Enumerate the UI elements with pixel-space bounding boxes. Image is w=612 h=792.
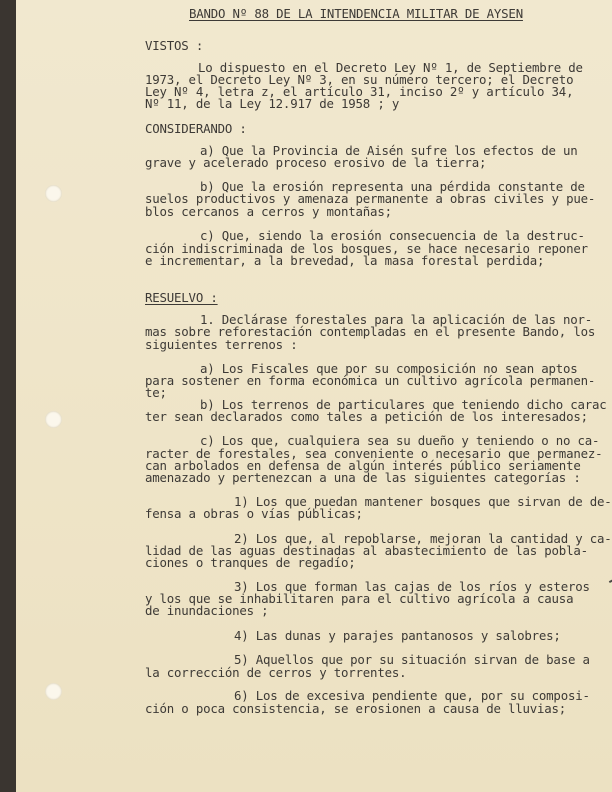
text-line: y los que se inhabilitaren para el cultivo agrícola a causa: [145, 591, 574, 606]
document-page: [16, 0, 612, 792]
text-line: b) Los terrenos de particulares que teniendo dicho carac: [200, 397, 607, 412]
text-line: mas sobre reforestación contempladas en el presente Bando, los: [145, 324, 596, 339]
text-line: 3) Los que forman las cajas de los ríos y esteros: [234, 579, 590, 594]
text-line: Ley Nº 4, letra z, el artículo 31, inciso 2º y artículo 34,: [145, 84, 574, 99]
text-line: b) Que la erosión representa una pérdida constante de: [200, 179, 585, 194]
text-line: racter de forestales, sea conveniente o necesario que permanez-: [145, 446, 603, 461]
text-line: 1. Declárase forestales para la aplicación de las nor-: [200, 312, 593, 327]
text-line: 4) Las dunas y parajes pantanosos y salobres;: [234, 628, 561, 643]
text-line: suelos productivos y amenaza permanente a obras civiles y pue-: [145, 191, 596, 206]
text-line: ciones o tranques de regadío;: [145, 555, 356, 570]
section-heading-resuelvo: RESUELVO :: [145, 290, 218, 305]
section-heading-considerando: CONSIDERANDO :: [145, 121, 247, 136]
text-line: blos cercanos a cerros y montañas;: [145, 204, 392, 219]
punch-hole: [45, 411, 62, 428]
text-line: can arbolados en defensa de algún interés público seriamente: [145, 458, 581, 473]
text-line: 1) Los que puedan mantener bosques que sirvan de de-: [234, 494, 612, 509]
text-line: 5) Aquellos que por su situación sirvan de base a: [234, 652, 590, 667]
punch-hole: [45, 185, 62, 202]
section-heading-vistos: VISTOS :: [145, 38, 204, 53]
text-line: e incrementar, a la brevedad, la masa forestal perdida;: [145, 253, 545, 268]
text-line: a) Los Fiscales que por su composición no sean aptos: [200, 361, 578, 376]
text-line: 6) Los de excesiva pendiente que, por su composi-: [234, 688, 590, 703]
text-line: la corrección de cerros y torrentes.: [145, 665, 407, 680]
text-line: 1973, el Decreto Ley Nº 3, en su número tercero; el Decreto: [145, 72, 574, 87]
text-line: Lo dispuesto en el Decreto Ley Nº 1, de Septiembre de: [198, 60, 583, 75]
text-line: c) Los que, cualquiera sea su dueño y teniendo o no ca-: [200, 433, 600, 448]
text-line: amenazado y pertenezcan a una de las siguientes categorías :: [145, 470, 581, 485]
text-line: c) Que, siendo la erosión consecuencia de la destruc-: [200, 228, 585, 243]
text-line: grave y acelerado proceso erosivo de la tierra;: [145, 155, 487, 170]
text-line: ción o poca consistencia, se erosionen a causa de lluvias;: [145, 701, 567, 716]
text-line: a) Que la Provincia de Aisén sufre los efectos de un: [200, 143, 578, 158]
text-line: ter sean declarados como tales a petición de los interesados;: [145, 409, 588, 424]
text-line: lidad de las aguas destinadas al abastecimiento de las pobla-: [145, 543, 588, 558]
text-line: te;: [145, 385, 167, 400]
text-line: 2) Los que, al repoblarse, mejoran la cantidad y ca-: [234, 531, 612, 546]
text-line: ción indiscriminada de los bosques, se hace necesario reponer: [145, 241, 588, 256]
text-line: para sostener en forma económica un cultivo agrícola permanen-: [145, 373, 596, 388]
text-line: de inundaciones ;: [145, 603, 269, 618]
document-title: BANDO Nº 88 DE LA INTENDENCIA MILITAR DE AYSEN: [189, 6, 523, 21]
text-line: siguientes terrenos :: [145, 337, 298, 352]
punch-hole: [45, 683, 62, 700]
text-line: Nº 11, de la Ley 12.917 de 1958 ; y: [145, 96, 400, 111]
text-line: fensa a obras o vías públicas;: [145, 506, 363, 521]
